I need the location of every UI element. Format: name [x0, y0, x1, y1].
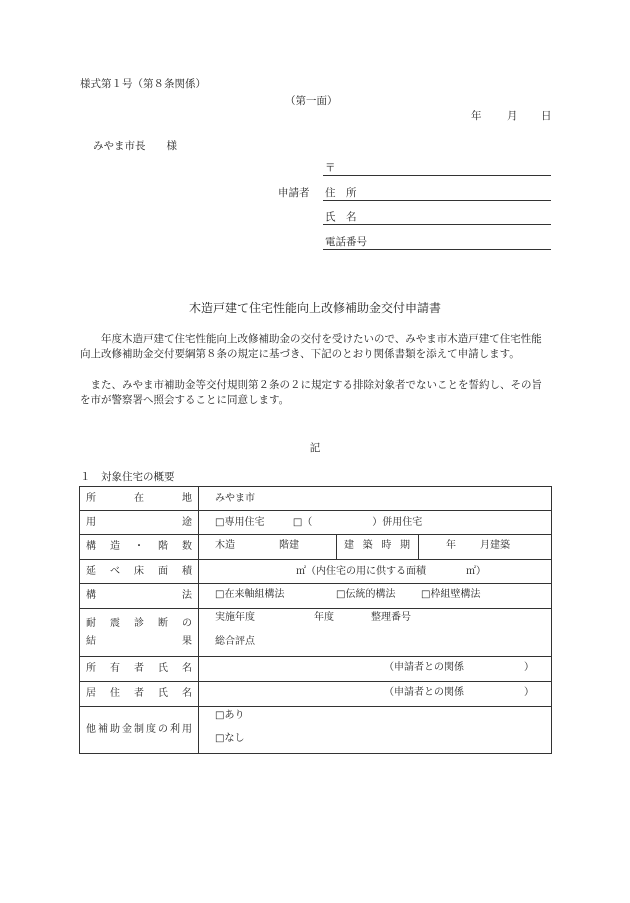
floor-area-value[interactable]: ㎡（内住宅の用に供する面積 ㎡） — [199, 560, 552, 584]
name-label: 氏 名 — [325, 211, 357, 223]
seismic-label-line-2: 結 果 — [86, 636, 192, 647]
seismic-value-cell — [199, 609, 552, 657]
table-row-usage — [80, 511, 552, 535]
usage-option-combined[interactable]: □（ ）併用住宅 — [292, 516, 423, 528]
location-value[interactable]: みやま市 — [199, 487, 552, 511]
other-subsidy-label: 他 補 助 金 制 度 の 利 用 — [86, 724, 192, 735]
method-value-cell — [199, 584, 552, 609]
postal-underline — [323, 175, 551, 176]
structure-value-cell — [199, 535, 552, 560]
resident-value-cell[interactable] — [199, 682, 552, 707]
structure-label-cell — [80, 535, 199, 560]
owner-label-cell — [80, 657, 199, 682]
address-label: 住 所 — [325, 187, 357, 199]
page-label: （第一面） — [285, 95, 338, 107]
table-row-owner — [80, 657, 552, 682]
document-title: 木造戸建て住宅性能向上改修補助金交付申請書 — [188, 301, 441, 315]
owner-relation[interactable]: （申請者との関係 ） — [384, 662, 534, 673]
seismic-total-score[interactable]: 総合評点 — [215, 636, 255, 647]
table-row-other-subsidy — [80, 707, 552, 754]
structure-label: 構 造 ・ 階 数 — [86, 541, 192, 552]
usage-label: 用 途 — [86, 516, 192, 528]
body-paragraph-1: 年度木造戸建て住宅性能向上改修補助金の交付を受けたいので、みやま市木造戸建て住宅性能向上改修補助金交付要綱第８条の規定に基づき、下記のとおり関係書類を添えて申請します。 — [80, 333, 542, 360]
usage-label-cell — [80, 511, 199, 535]
table-row-floor-area — [80, 560, 552, 584]
location-label-cell — [80, 487, 199, 511]
phone-label: 電話番号 — [325, 236, 367, 248]
method-option-traditional[interactable]: □伝統的構法 — [336, 589, 396, 600]
owner-value-cell[interactable] — [199, 657, 552, 682]
table-row-structure — [80, 535, 552, 560]
other-subsidy-yes[interactable]: □あり — [215, 710, 245, 721]
section-title: １ 対象住宅の概要 — [80, 471, 175, 483]
floor-area-label-cell — [80, 560, 199, 584]
date-month: 月 — [507, 110, 518, 122]
table-row-resident — [80, 682, 552, 707]
location-label: 所 在 地 — [86, 492, 192, 504]
build-time-label: 建 築 時 期 — [344, 540, 410, 551]
usage-option-dedicated[interactable]: □専用住宅 — [215, 516, 265, 528]
other-subsidy-value-cell — [199, 707, 552, 754]
house-overview-table — [79, 486, 552, 754]
form-number: 様式第１号（第８条関係） — [80, 78, 206, 90]
date-day: 日 — [541, 110, 552, 122]
table-row-seismic — [80, 609, 552, 657]
floor-area-label: 延 べ 床 面 積 — [86, 565, 192, 577]
address-underline — [323, 200, 551, 201]
method-label-cell — [80, 584, 199, 609]
build-year[interactable]: 年 — [446, 540, 456, 551]
seismic-fiscal-year[interactable]: 年度 — [314, 612, 334, 623]
structure-wood: 木造 — [215, 540, 235, 551]
method-option-conventional[interactable]: □在来軸組構法 — [215, 589, 285, 600]
addressee: みやま市長 様 — [93, 140, 177, 152]
seismic-year-label: 実施年度 — [215, 612, 255, 623]
table-row-method — [80, 584, 552, 609]
method-label: 構 法 — [86, 590, 192, 601]
seismic-label-line-1: 耐 震 診 断 の — [86, 618, 192, 629]
seismic-label-cell — [80, 609, 199, 657]
other-subsidy-label-cell — [80, 707, 199, 754]
ki-heading: 記 — [309, 442, 321, 454]
resident-label: 居 住 者 氏 名 — [86, 688, 192, 699]
method-option-frame-wall[interactable]: □枠組壁構法 — [421, 589, 481, 600]
postal-mark: 〒 — [325, 162, 336, 174]
phone-underline — [323, 249, 551, 250]
body-paragraph-2: また、みやま市補助金等交付規則第２条の２に規定する排除対象者でないことを誓約し、その旨を市が警察署へ照会することに同意します。 — [80, 379, 542, 406]
name-underline — [323, 224, 551, 225]
other-subsidy-no[interactable]: □なし — [215, 733, 245, 744]
applicant-label: 申請者 — [278, 187, 310, 199]
owner-label: 所 有 者 氏 名 — [86, 663, 192, 674]
resident-relation[interactable]: （申請者との関係 ） — [384, 687, 534, 698]
build-month[interactable]: 月建築 — [480, 540, 510, 551]
seismic-reference-number[interactable]: 整理番号 — [371, 612, 411, 623]
table-row-location — [80, 487, 552, 511]
structure-floors[interactable]: 階建 — [279, 540, 299, 551]
resident-label-cell — [80, 682, 199, 707]
usage-value-cell — [199, 511, 552, 535]
date-year: 年 — [471, 110, 482, 122]
